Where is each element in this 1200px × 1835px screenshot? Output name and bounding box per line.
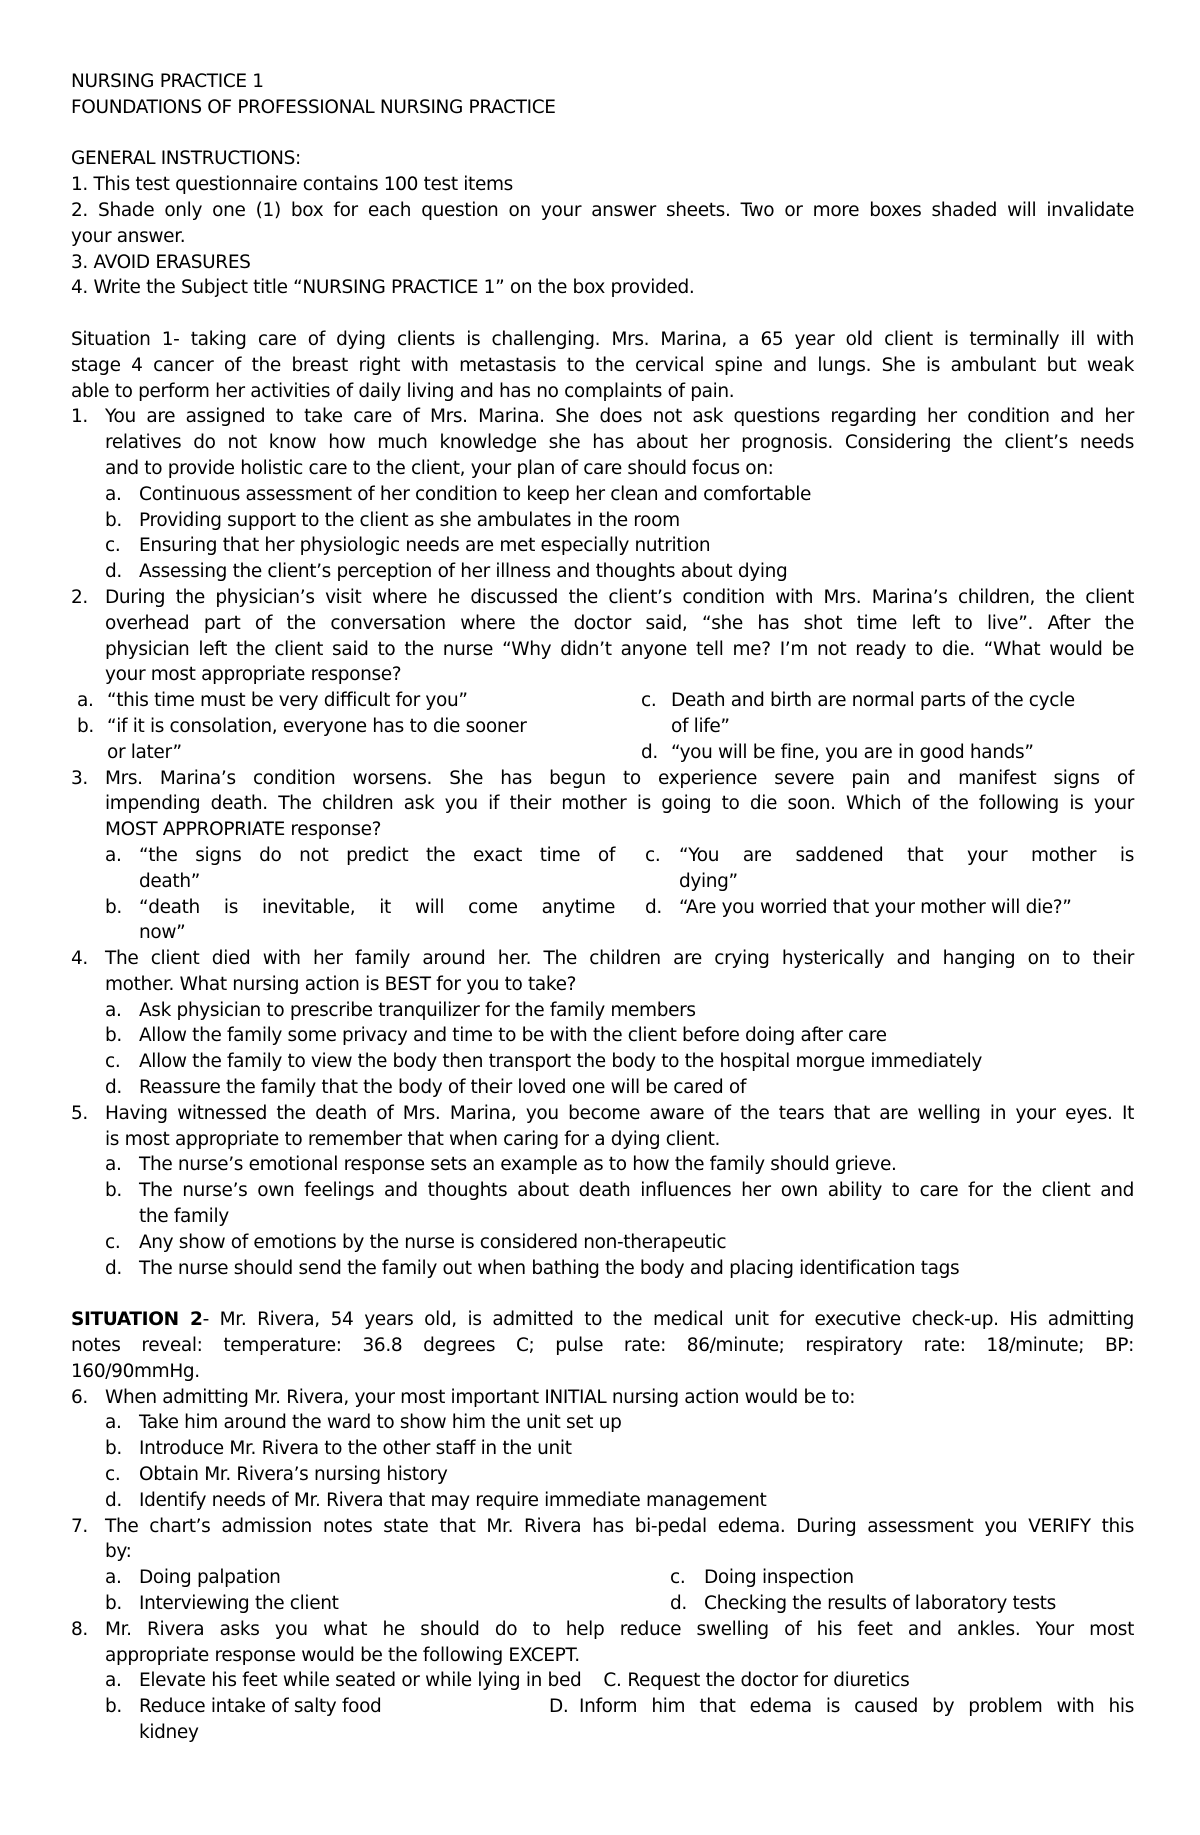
- question-number: 3.: [71, 767, 88, 789]
- answer-option: [71, 714, 641, 766]
- question-text: by:: [105, 1541, 132, 1563]
- answer-options: [71, 998, 1134, 1101]
- question-text: your most appropriate response?: [105, 664, 402, 686]
- option-text: now”: [139, 922, 186, 944]
- option-text: Introduce Mr. Rivera to the other staff in the unit: [139, 1438, 572, 1460]
- situation-2-intro: - Mr. Rivera, 54 years old, is admitted to the medical unit for executive check-up. His admitting: [202, 1309, 1135, 1331]
- answer-option: [105, 1436, 1134, 1462]
- option-text: The nurse’s own feelings and thoughts about death influences her own ability to care for the client and: [139, 1180, 1134, 1202]
- option-text: Allow the family to view the body then transport the body to the hospital morgue immediately: [139, 1051, 983, 1073]
- option-text: Identify needs of Mr. Rivera that may require immediate management: [139, 1489, 767, 1511]
- question-number: 4.: [71, 948, 88, 970]
- answer-option: [603, 1668, 909, 1694]
- answer-option: [105, 1410, 1134, 1436]
- option-text: kidney: [139, 1722, 199, 1743]
- situation-2-text: notes reveal: temperature: 36.8 degrees C; pulse rate: 86/minute; respiratory rate: 18/minute; BP:: [71, 1335, 1134, 1357]
- question-text: appropriate response would be the following EXCEPT.: [105, 1644, 580, 1666]
- option-text: “this time must be very difficult for you”: [107, 690, 468, 712]
- option-text: Request the doctor for diuretics: [627, 1670, 910, 1692]
- answer-option: [641, 714, 1134, 766]
- option-text: or later”: [107, 741, 182, 763]
- instruction-item: your answer.: [71, 225, 186, 247]
- option-letter: c.: [105, 535, 121, 557]
- answer-option: [105, 1075, 1134, 1101]
- option-letter: d.: [641, 741, 658, 763]
- question-number: 8.: [71, 1618, 88, 1640]
- question-text: When admitting Mr. Rivera, your most important INITIAL nursing action would be to:: [105, 1386, 856, 1408]
- option-letter: b.: [105, 1438, 122, 1460]
- answer-option: [105, 843, 645, 895]
- answer-option: [105, 1565, 670, 1591]
- answer-option: [105, 1462, 1134, 1488]
- option-letter: d.: [645, 896, 662, 918]
- question-text: and to provide holistic care to the client, your plan of care should focus on:: [105, 457, 774, 479]
- option-letter: d.: [105, 561, 122, 583]
- option-text: death”: [139, 870, 200, 892]
- option-letter: a.: [105, 1567, 122, 1589]
- situation-2-text: 160/90mmHg.: [71, 1360, 200, 1382]
- question-text: During the physician’s visit where he discussed the client’s condition with Mrs. Marina’s children, the client: [105, 586, 1134, 608]
- option-letter: c.: [641, 690, 657, 712]
- instruction-item: 2. Shade only one (1) box for each question on your answer sheets. Two or more boxes shaded will invalidate: [71, 199, 1134, 221]
- option-text: “you will be fine, you are in good hands”: [671, 741, 1034, 763]
- option-letter: a.: [105, 1154, 122, 1176]
- question-text: You are assigned to take care of Mrs. Marina. She does not ask questions regarding her condition and her: [105, 406, 1134, 428]
- question-text: The chart’s admission notes state that Mr. Rivera has bi-pedal edema. During assessment you VERIFY this: [105, 1515, 1134, 1537]
- option-letter: d.: [105, 1257, 122, 1279]
- situation-1-text: able to perform her activities of daily living and has no complaints of pain.: [71, 380, 735, 402]
- option-letter: c.: [670, 1567, 686, 1589]
- option-text: the family: [139, 1206, 229, 1228]
- answer-option: [645, 895, 1134, 947]
- option-letter: d.: [105, 1489, 122, 1511]
- situation-2-label: SITUATION 2: [71, 1309, 203, 1331]
- instruction-item: 4. Write the Subject title “NURSING PRACTICE 1” on the box provided.: [71, 277, 695, 299]
- question-8: [71, 1617, 1134, 1643]
- answer-options-row: [71, 1694, 1134, 1720]
- option-text: Reassure the family that the body of their loved one will be cared of: [139, 1077, 747, 1099]
- option-text: of life”: [671, 715, 730, 737]
- question-text: The client died with her family around her. The children are crying hysterically and hanging on to their: [105, 948, 1134, 970]
- answer-options: [71, 843, 1134, 946]
- option-text: Checking the results of laboratory tests: [704, 1593, 1056, 1615]
- option-letter: c.: [645, 844, 661, 866]
- answer-options: [71, 1565, 1134, 1617]
- question-text: MOST APPROPRIATE response?: [105, 819, 382, 841]
- answer-options: [71, 1410, 1134, 1513]
- answer-option: [105, 1488, 1134, 1514]
- question-text: Having witnessed the death of Mrs. Marina, you become aware of the tears that are welling in your eyes. It: [105, 1102, 1134, 1124]
- answer-option: [105, 482, 1134, 508]
- answer-option: [105, 1049, 1134, 1075]
- answer-option: [105, 1591, 670, 1617]
- option-text: The nurse should send the family out when bathing the body and placing identification tags: [139, 1257, 960, 1279]
- answer-option: [105, 508, 1134, 534]
- option-text: Allow the family some privacy and time to be with the client before doing after care: [139, 1025, 887, 1047]
- question-text: mother. What nursing action is BEST for you to take?: [105, 973, 577, 995]
- question-text: impending death. The children ask you if their mother is going to die soon. Which of the following is your: [105, 793, 1134, 815]
- situation-1-text: stage 4 cancer of the breast right with metastasis to the cervical spine and lungs. She is ambulant but weak: [71, 354, 1134, 376]
- answer-option: [105, 998, 1134, 1024]
- option-letter: a.: [105, 483, 122, 505]
- question-7: [71, 1514, 1134, 1540]
- instructions-heading: GENERAL INSTRUCTIONS:: [71, 148, 301, 170]
- option-text: Take him around the ward to show him the unit set up: [139, 1412, 622, 1434]
- option-text: Elevate his feet while seated or while lying in bed: [139, 1670, 582, 1692]
- question-3: [71, 766, 1134, 792]
- answer-option: [105, 1023, 1134, 1049]
- instruction-item: 1. This test questionnaire contains 100 test items: [71, 174, 513, 196]
- question-text: Mr. Rivera asks you what he should do to help reduce swelling of his feet and ankles. Your most: [105, 1618, 1134, 1640]
- question-1: [71, 404, 1134, 430]
- option-letter: b.: [77, 715, 94, 737]
- option-text: “if it is consolation, everyone has to die sooner: [107, 715, 527, 737]
- answer-option: [105, 1230, 1134, 1256]
- question-text: physician left the client said to the nurse “Why didn’t anyone tell me? I’m not ready to die. “What would be: [105, 638, 1134, 660]
- option-letter: a.: [77, 690, 94, 712]
- question-5: [71, 1101, 1134, 1127]
- option-letter: c.: [105, 1464, 121, 1486]
- answer-option: [645, 843, 1134, 895]
- option-letter: b.: [105, 1180, 122, 1202]
- option-text: Assessing the client’s perception of her illness and thoughts about dying: [139, 561, 788, 583]
- option-text: Doing inspection: [704, 1567, 854, 1589]
- answer-options: [71, 482, 1134, 585]
- spacer: [71, 301, 1134, 327]
- option-letter: b.: [105, 1025, 122, 1047]
- option-text: Doing palpation: [139, 1567, 281, 1589]
- answer-option: [105, 1152, 1134, 1178]
- answer-option: [105, 1668, 581, 1694]
- spacer: [71, 1281, 1134, 1307]
- question-number: 5.: [71, 1102, 88, 1124]
- option-text: “You are saddened that your mother is: [679, 844, 1134, 866]
- answer-option: [105, 533, 1134, 559]
- question-text: is most appropriate to remember that when caring for a dying client.: [105, 1128, 721, 1150]
- option-letter: a.: [105, 1412, 122, 1434]
- instruction-item: 3. AVOID ERASURES: [71, 251, 251, 273]
- answer-option: [105, 895, 645, 947]
- option-text: Inform him that edema is caused by problem with his: [579, 1696, 1134, 1718]
- question-number: 1.: [71, 406, 88, 428]
- option-text: Interviewing the client: [139, 1593, 339, 1615]
- option-letter: b.: [105, 509, 122, 531]
- option-letter: C.: [603, 1670, 622, 1692]
- option-letter: d.: [670, 1593, 687, 1615]
- answer-option: [549, 1694, 1134, 1720]
- answer-option: [105, 1694, 549, 1720]
- option-text: “death is inevitable, it will come anytime: [139, 896, 615, 918]
- option-letter: b.: [105, 1593, 122, 1615]
- option-letter: d.: [105, 1077, 122, 1099]
- option-letter: c.: [105, 1051, 121, 1073]
- answer-option: [105, 1256, 1134, 1282]
- question-text: relatives do not know how much knowledge she has about her prognosis. Considering the client’s needs: [105, 432, 1134, 454]
- answer-option: [105, 1178, 1134, 1204]
- option-letter: b.: [105, 1696, 122, 1718]
- option-text: Any show of emotions by the nurse is considered non-therapeutic: [139, 1231, 727, 1253]
- option-text: “the signs do not predict the exact time of: [139, 844, 615, 866]
- document-title: NURSING PRACTICE 1: [71, 71, 264, 92]
- question-2: [71, 585, 1134, 611]
- option-letter: D.: [549, 1696, 569, 1718]
- option-text: dying”: [679, 870, 738, 892]
- answer-option: [105, 559, 1134, 585]
- option-text: Ensuring that her physiologic needs are met especially nutrition: [139, 535, 711, 557]
- option-text: Ask physician to prescribe tranquilizer for the family members: [139, 999, 696, 1021]
- option-text: Continuous assessment of her condition to keep her clean and comfortable: [139, 483, 812, 505]
- answer-options: [71, 1152, 1134, 1281]
- option-letter: a.: [105, 999, 122, 1021]
- answer-option: [670, 1565, 1134, 1591]
- option-text: “Are you worried that your mother will die?”: [679, 896, 1072, 918]
- document-subtitle: FOUNDATIONS OF PROFESSIONAL NURSING PRACTICE: [71, 96, 556, 118]
- option-text: Death and birth are normal parts of the cycle: [671, 690, 1075, 712]
- question-number: 7.: [71, 1515, 88, 1537]
- question-text: Mrs. Marina’s condition worsens. She has begun to experience severe pain and manifest signs of: [105, 767, 1134, 789]
- option-text: Providing support to the client as she ambulates in the room: [139, 509, 680, 531]
- question-6: [71, 1385, 1134, 1411]
- situation-2-text: [71, 1307, 1134, 1333]
- option-letter: b.: [105, 896, 122, 918]
- option-letter: c.: [105, 1231, 121, 1253]
- option-text: Obtain Mr. Rivera’s nursing history: [139, 1464, 448, 1486]
- question-number: 6.: [71, 1386, 88, 1408]
- answer-options-row: [71, 1668, 1134, 1694]
- situation-1-text: Situation 1- taking care of dying clients is challenging. Mrs. Marina, a 65 year old client is terminally ill with: [71, 328, 1134, 350]
- answer-option: [670, 1591, 1134, 1617]
- option-letter: a.: [105, 844, 122, 866]
- question-text: overhead part of the conversation where the doctor said, “she has shot time left to live”. After the: [105, 612, 1134, 634]
- option-text: Reduce intake of salty food: [139, 1696, 382, 1718]
- answer-option: [641, 688, 1134, 714]
- option-letter: a.: [105, 1670, 122, 1692]
- question-number: 2.: [71, 586, 88, 608]
- answer-options: [71, 688, 1134, 765]
- question-4: [71, 946, 1134, 972]
- option-text: The nurse’s emotional response sets an example as to how the family should grieve.: [139, 1154, 897, 1176]
- spacer: [71, 121, 1134, 147]
- answer-option: [71, 688, 641, 714]
